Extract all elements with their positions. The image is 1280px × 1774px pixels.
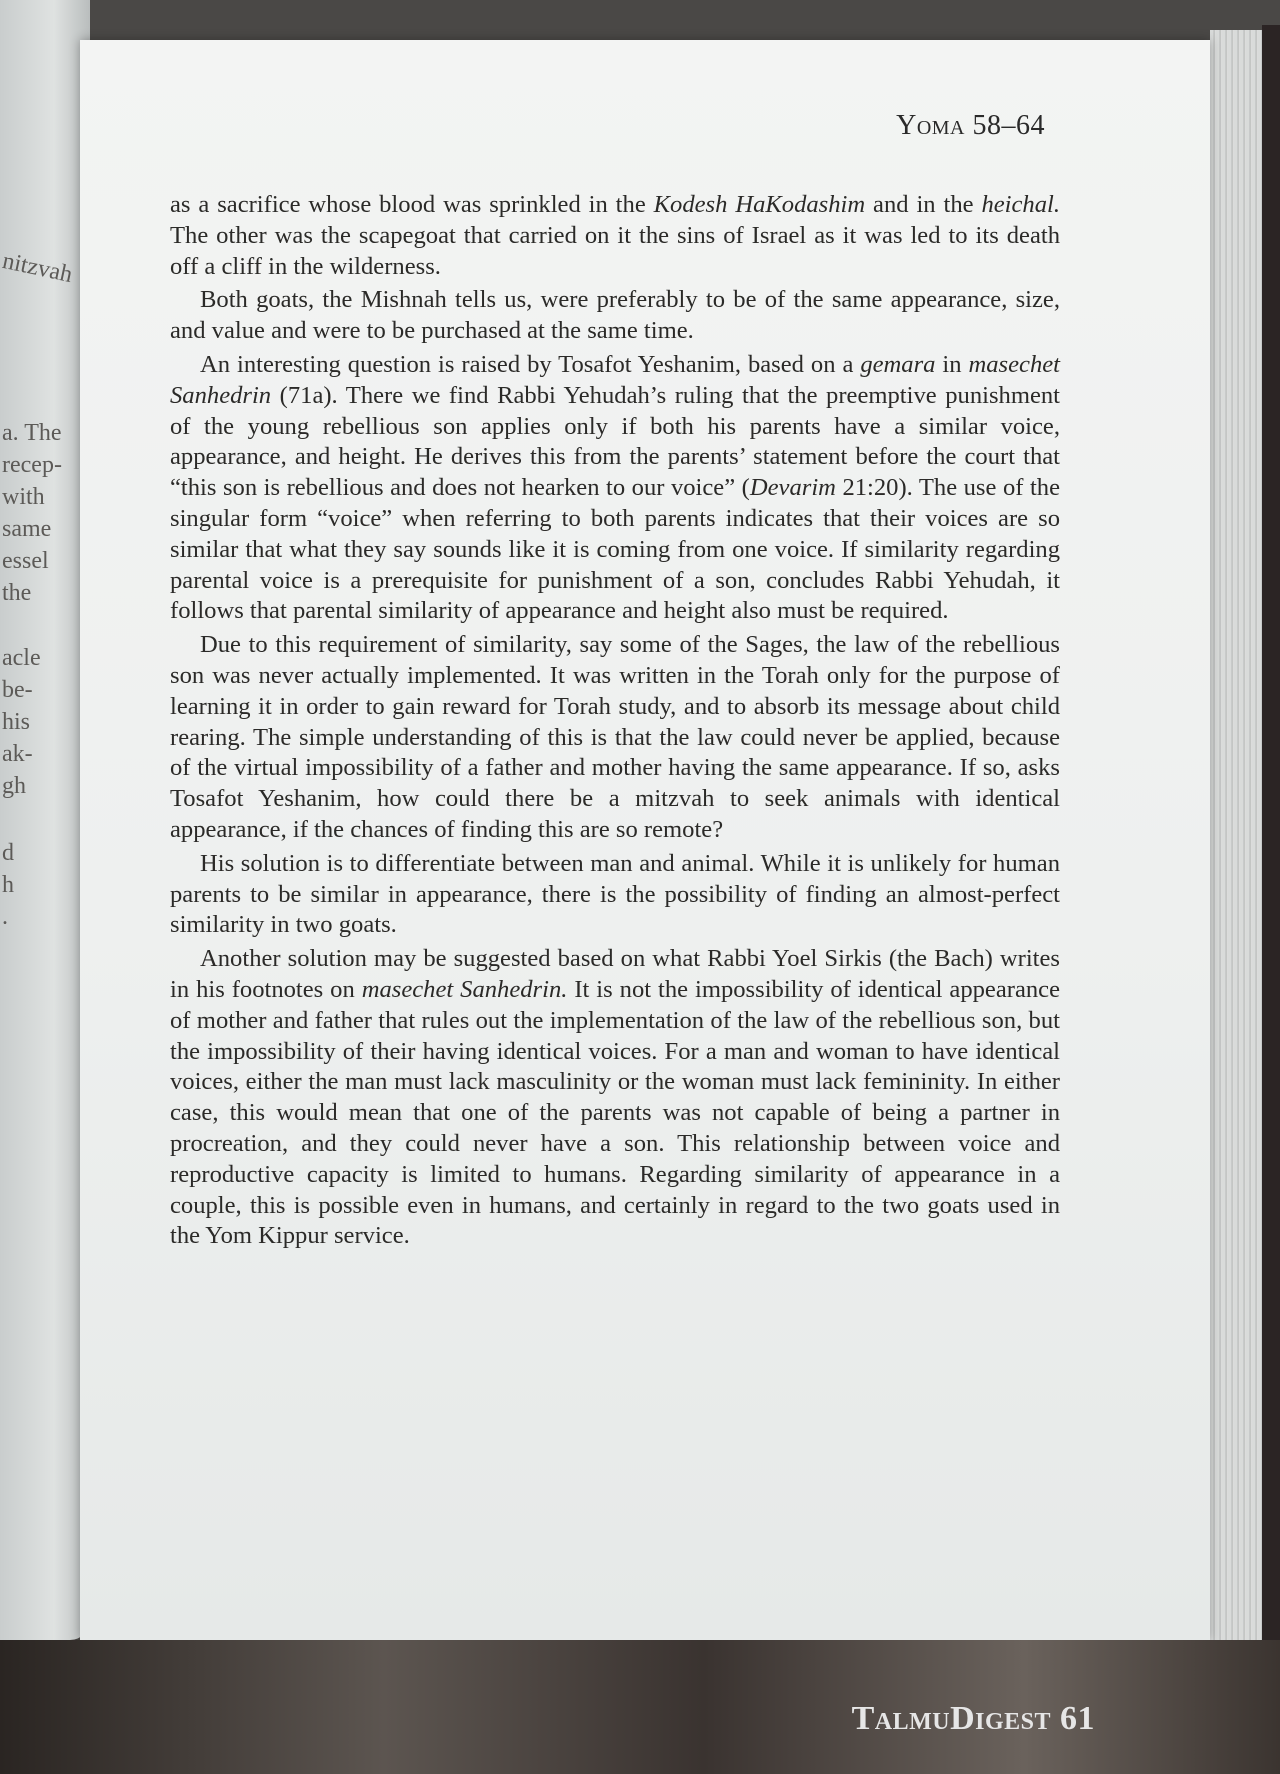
italic-term: heichal. [981, 191, 1060, 218]
italic-term: masechet Sanhedrin [170, 350, 1060, 409]
left-page-fragment: acle [2, 645, 41, 671]
paragraph [170, 190, 1060, 282]
running-head-title: Yoma [896, 110, 965, 141]
running-head-pages: 58–64 [972, 110, 1045, 141]
text-run: The other was the scapegoat that carried on it the sins of Israel as it was led to its death off a cliff in the wilderness. [170, 221, 1060, 280]
italic-term: Devarim [749, 474, 836, 502]
italic-term: Kodesh HaKodashim [653, 191, 866, 218]
body-text [170, 190, 1060, 1255]
left-page-fragment: gh [2, 773, 26, 799]
left-page-fragment: same [2, 516, 52, 542]
left-page-fragment: ak- [2, 741, 33, 767]
running-head [896, 110, 1045, 142]
italic-term: masechet Sanhedrin. [361, 975, 568, 1003]
left-page-fragment: the [2, 580, 32, 606]
paragraph: His solution is to differentiate between man and animal. While it is unlikely for human parents to be similar in appearance, there is the possibility of finding an almost-perfect similarity in two goats. [170, 849, 1060, 939]
left-page-fragment: nitzvah [0, 247, 75, 289]
left-page-fragment: recep- [2, 452, 62, 478]
left-page-fragment: a. The [2, 420, 62, 446]
left-facing-page [0, 0, 90, 1640]
left-page-fragment: with [2, 484, 45, 510]
book-cover-edge [1262, 25, 1280, 1665]
italic-term: gemara [860, 350, 936, 378]
left-page-fragment: d [2, 840, 14, 866]
page-footer [852, 1700, 1095, 1738]
left-page-fragment: be- [2, 677, 33, 703]
text-run: Another solution may be suggested based on what Rabbi Yoel Sirkis (the Bach) writes in his footnotes on [170, 945, 1060, 1003]
footer-brand: TalmuDigest [851, 1700, 1051, 1737]
paragraph [170, 944, 1060, 1252]
text-run: in [935, 350, 969, 378]
text-run: An interesting question is raised by Tosafot Yeshanim, based on a [200, 350, 861, 378]
left-page-fragment: . [2, 904, 8, 930]
paragraph: Due to this requirement of similarity, say some of the Sages, the law of the rebellious son was never actually implemented. It was written in the Torah only for the purpose of learning it in order to gain reward for Torah study, and to absorb its message about child rearing. The simple understanding of this is that the law could never be applied, because of the virtual impossibility of a father and mother having the same appearance. If so, asks Tosafot Yeshanim, how could there be a mitzvah to seek animals with identical appearance, if the chances of finding this are so remote? [170, 631, 1060, 843]
text-run: (71a). There we find Rabbi Yehudah’s ruling that the preemptive punishment of the young rebellious son applies only if both his parents have a similar voice, appearance, and height. He derives this from the parents’ statement before the court that “this son is rebellious and does not hearken to our voice” ( [170, 381, 1060, 502]
footer-page-number: 61 [1060, 1700, 1095, 1737]
text-run: as a sacrifice whose blood was sprinkled in the [170, 191, 654, 218]
left-page-fragment: essel [2, 548, 49, 574]
text-run: It is not the impossibility of identical appearance of mother and father that rules out the implementation of the law of the rebellious son, but the impossibility of their having identical voices. For a man and woman to have identical voices, either the man must lack masculinity or the woman must lack femininity. In either case, this would mean that one of the parents was not capable of being a partner in procreation, and they could never have a son. This relationship between voice and reproductive capacity is limited to humans. Regarding similarity of appearance in a couple, this is possible even in humans, and certainly in regard to the two goats used in the Yom Kippur service. [170, 975, 1060, 1250]
text-run: 21:20). The use of the singular form “voice” when referring to both parents indicates that their voices are so similar that what they say sounds like it is coming from one voice. If similarity regarding parental voice is a prerequisite for punishment of a son, concludes Rabbi Yehudah, it follows that parental similarity of appearance and height also must be required. [170, 474, 1060, 625]
text-run: and in the [865, 191, 982, 218]
left-page-fragment: h [2, 872, 14, 898]
paragraph [170, 350, 1060, 627]
paragraph: Both goats, the Mishnah tells us, were preferably to be of the same appearance, size, and value and were to be purchased at the same time. [170, 286, 1060, 345]
left-page-fragment: his [2, 709, 31, 735]
